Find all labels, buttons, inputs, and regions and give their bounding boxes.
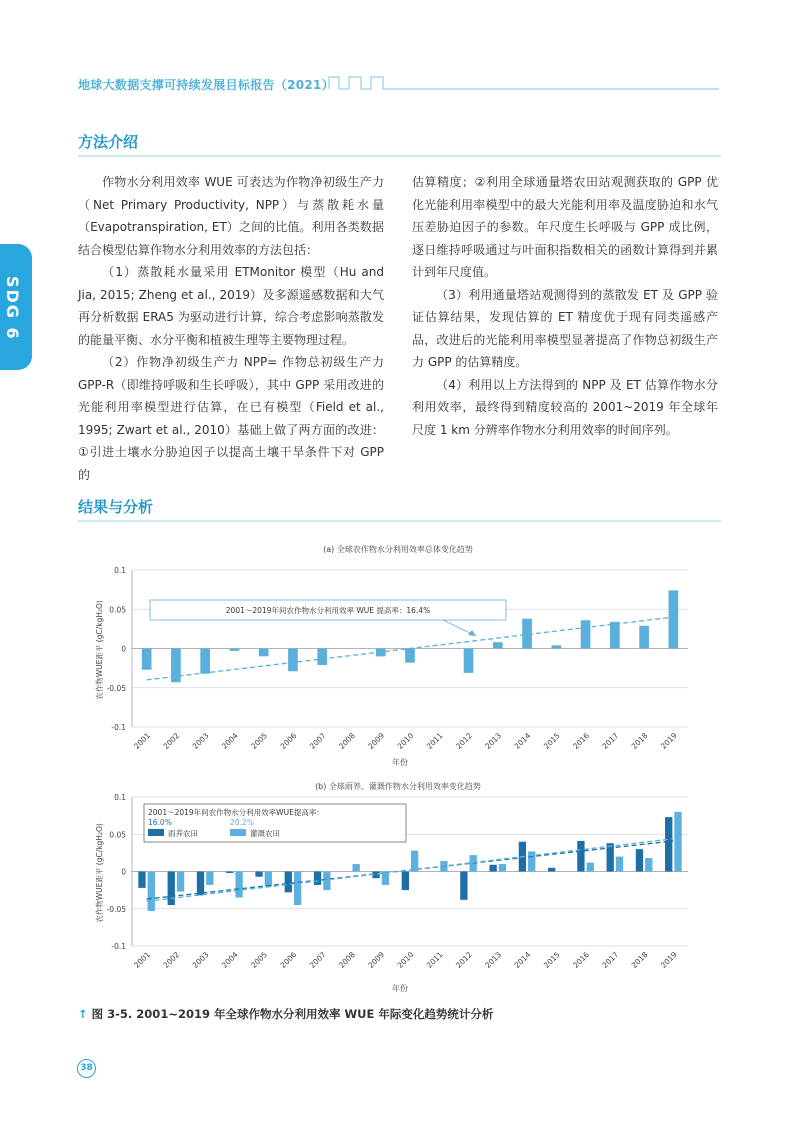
chart-b-bar [460, 872, 467, 900]
chart-b-ytick-label: 0.05 [109, 830, 126, 840]
chart-a-xtick-label: 2002 [161, 731, 182, 751]
chart-b-bar [177, 872, 184, 892]
chart-a [88, 538, 708, 770]
chart-a-bar [551, 645, 561, 648]
chart-a-ytick-label: 0 [121, 644, 126, 654]
chart-a-xtick-label: 2006 [278, 731, 299, 751]
chart-a-ytick-label: 0.1 [114, 566, 126, 575]
chart-b-bar [489, 865, 496, 872]
section-title-method: 方法介绍 [78, 133, 139, 151]
chart-a-xtick-label: 2019 [658, 731, 679, 751]
paragraph: 估算精度；②利用全球通量塔农田站观测获取的 GPP 优化光能利用率模型中的最大光能利用率及温度胁迫和水气压差胁迫因子的参数。年尺度生长呼吸与 GPP 成比例，逐日维持呼吸通过与叶面积指数相关的函数计算得到并累计到年尺度值。 [412, 175, 718, 279]
chart-b-bar [528, 851, 535, 871]
chart-b-bar [197, 872, 204, 896]
chart-a-bar [405, 649, 415, 663]
chart-a-bar [142, 649, 152, 670]
chart-a-bar [581, 620, 591, 648]
chart-b-xtick-label: 2012 [454, 950, 474, 970]
chart-a-xtick-label: 2014 [512, 731, 533, 751]
chart-a-bar [610, 622, 620, 649]
paragraph: （2）作物净初级生产力 NPP= 作物总初级生产力 GPP-R（即维持呼吸和生长呼吸），其中 GPP 采用改进的光能利用率模型进行估算，在已有模型（Field et al., 1995; Zwart et al., 2010）基础上做了两方面的改进：①引进土壤水分胁迫因子以提高土壤干旱条件下对 GPP 的 [78, 355, 384, 482]
caption-arrow-icon: ↑ [78, 1007, 88, 1021]
chart-b-bar [265, 872, 272, 887]
chart-a-xtick-label: 2018 [629, 731, 650, 751]
chart-a-title: (a) 全球农作物水分利用效率总体变化趋势 [323, 545, 473, 554]
chart-a-xtick-label: 2017 [600, 731, 621, 751]
chart-a-xtick-label: 2007 [307, 731, 328, 751]
figure-caption [78, 1006, 493, 1022]
chart-b-bar [674, 812, 681, 872]
chart-b-xtick-label: 2016 [571, 950, 591, 970]
chart-a-ytick-label: -0.05 [106, 683, 126, 693]
chart-b-xtick-label: 2009 [366, 950, 387, 970]
chart-a-xtick-label: 2008 [337, 731, 357, 751]
chart-a-xtick-label: 2004 [219, 731, 240, 751]
chart-a-ytick-label: 0.05 [109, 605, 126, 615]
chart-a-xtick-label: 2015 [541, 731, 562, 751]
legend-rate-irrigated: 20.2% [230, 818, 254, 827]
chart-a-xtick-label: 2001 [132, 731, 153, 751]
chart-b-title: (b) 全球雨养、灌溉作物水分利用效率变化趋势 [315, 782, 481, 791]
chart-b-ytick-label: 0.1 [114, 793, 126, 802]
paragraph: （3）利用通量塔站观测得到的蒸散发 ET 及 GPP 验证估算结果，发现估算的 ET 精度优于现有同类遥感产品，改进后的光能利用率模型显著提高了作物总初级生产力 GPP 的估算精度。 [412, 287, 718, 369]
chart-b-xtick-label: 2004 [219, 950, 240, 970]
chart-a-bar [259, 649, 269, 657]
chart-a-bar [669, 590, 679, 648]
chart-b-xtick-label: 2007 [307, 950, 328, 970]
section-divider [78, 155, 721, 157]
section-title-results: 结果与分析 [78, 498, 154, 516]
chart-b-xtick-label: 2013 [483, 950, 504, 970]
section-divider [78, 520, 721, 522]
chart-b [88, 776, 708, 998]
chart-b-xtick-label: 2017 [600, 950, 621, 970]
chart-b-xlabel: 年份 [392, 984, 408, 993]
legend-label-irrigated: 灌溉农田 [250, 829, 280, 838]
chart-b-bar [226, 872, 233, 873]
chart-b-xtick-label: 2002 [161, 950, 182, 970]
page-number: 38 [77, 1059, 96, 1078]
chart-b-bar [665, 817, 672, 871]
chart-b-bar [548, 868, 555, 872]
chart-b-xtick-label: 2018 [629, 950, 650, 970]
chart-b-bar [148, 872, 155, 911]
chart-b-bar [411, 851, 418, 872]
paragraph: 作物水分利用效率 WUE 可表达为作物净初级生产力（Net Primary Productivity, NPP）与蒸散耗水量（Evapotranspiration, ET）之间的比值。利用各类数据结合模型估算作物水分利用效率的方法包括： [78, 175, 384, 257]
chart-b-xtick-label: 2008 [337, 950, 357, 970]
chart-b-xtick-label: 2006 [278, 950, 299, 970]
chart-b-bar [138, 872, 145, 888]
chart-a-annotation-text: 2001～2019年间农作物水分利用效率 WUE 提高率：16.4% [225, 606, 431, 615]
chart-a-xtick-label: 2013 [483, 731, 504, 751]
chart-b-bar [294, 872, 301, 906]
chart-a-xtick-label: 2003 [190, 731, 211, 751]
chart-a-bar [200, 649, 210, 674]
chart-b-xtick-label: 2005 [249, 950, 270, 970]
legend-label-rainfed: 雨养农田 [168, 829, 198, 838]
sdg-side-tab [0, 244, 32, 370]
chart-a-bar [288, 649, 298, 672]
legend-swatch-irrigated [230, 829, 246, 836]
chart-a-annotation [150, 600, 506, 636]
running-header: 地球大数据支撑可持续发展目标报告（2021） [78, 78, 334, 92]
chart-b-xtick-label: 2015 [541, 950, 562, 970]
chart-b-bar [235, 872, 242, 898]
chart-a-bar [493, 642, 503, 648]
chart-b-bar [352, 864, 359, 871]
chart-b-bar [168, 872, 175, 906]
chart-b-bar [314, 872, 321, 885]
chart-a-xlabel: 年份 [392, 758, 408, 767]
caption-text: 图 3-5. 2001~2019 年全球作物水分利用效率 WUE 年际变化趋势统计分析 [91, 1007, 494, 1021]
chart-b-bar [255, 872, 262, 877]
method-right-column [412, 171, 718, 441]
chart-b-xtick-label: 2011 [424, 950, 445, 970]
chart-b-legend [144, 804, 406, 842]
chart-b-ytick-label: -0.1 [111, 942, 126, 951]
chart-b-xtick-label: 2014 [512, 950, 533, 970]
chart-a-xtick-label: 2009 [366, 731, 387, 751]
chart-a-bar [639, 626, 649, 649]
chart-b-bar [645, 858, 652, 871]
chart-b-ytick-label: 0 [121, 867, 126, 877]
paragraph: （4）利用以上方法得到的 NPP 及 ET 估算作物水分利用效率，最终得到精度较高的 2001~2019 年全球年尺度 1 km 分辨率作物水分利用效率的时间序列。 [412, 377, 718, 437]
chart-b-xtick-label: 2019 [658, 950, 679, 970]
chart-a-xtick-label: 2010 [395, 731, 416, 751]
chart-a-xtick-label: 2005 [249, 731, 270, 751]
chart-b-bar [499, 864, 506, 871]
chart-a-ylabel: 农作物WUE距平 (gC/kgH₂O) [95, 600, 104, 700]
header-decoration [327, 72, 721, 94]
chart-b-ytick-label: -0.05 [106, 904, 126, 914]
chart-b-bar [402, 872, 409, 891]
chart-b-bar [206, 872, 213, 885]
chart-b-bar [587, 863, 594, 872]
chart-b-bar [636, 849, 643, 871]
chart-b-bar [285, 872, 292, 893]
chart-a-xtick-label: 2012 [454, 731, 474, 751]
chart-b-xtick-label: 2001 [132, 950, 153, 970]
chart-a-xtick-label: 2016 [571, 731, 591, 751]
method-left-column [78, 171, 384, 486]
chart-b-bar [577, 841, 584, 872]
paragraph: （1）蒸散耗水量采用 ETMonitor 模型（Hu and Jia, 2015; Zheng et al., 2019）及多源遥感数据和大气再分析数据 ERA5 为驱动进行计算，综合考虑影响蒸散发的能量平衡、水分平衡和植被生理等主要物理过程。 [78, 265, 384, 347]
chart-b-xtick-label: 2010 [395, 950, 416, 970]
sdg-label: SDG 6 [3, 276, 22, 341]
legend-rate-rainfed: 16.0% [148, 818, 172, 827]
chart-b-trendline [147, 839, 674, 902]
chart-b-bar [616, 857, 623, 872]
legend-title: 2001～2019年间农作物水分利用效率WUE提高率： [148, 808, 324, 817]
chart-b-ylabel: 农作物WUE距平 (gC/kgH₂O) [95, 823, 104, 923]
chart-a-bar [317, 649, 327, 665]
chart-b-xtick-label: 2003 [190, 950, 211, 970]
chart-a-xtick-label: 2011 [424, 731, 445, 751]
chart-a-bar [464, 649, 474, 673]
chart-a-bar [230, 649, 240, 651]
legend-swatch-rainfed [148, 829, 164, 836]
chart-a-ytick-label: -0.1 [111, 723, 126, 732]
